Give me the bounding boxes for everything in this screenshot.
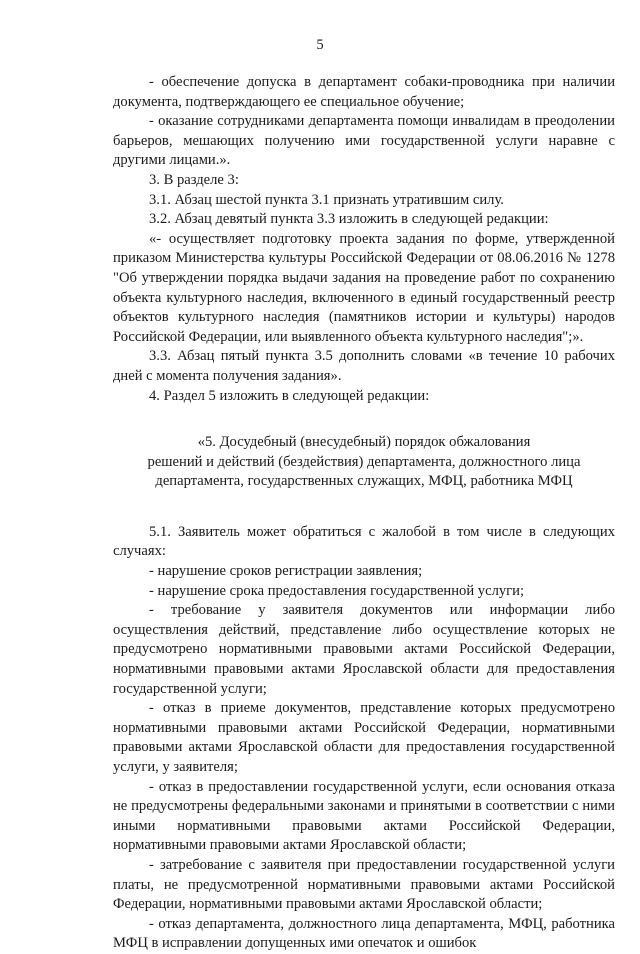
heading-line: «5. Досудебный (внесудебный) порядок обжалования [197, 434, 531, 451]
paragraph: «- осуществляет подготовку проекта задания по форме, утвержденной приказом Министерства культуры Российской Федерации от 08.06.2016 № 1278 "Об утверждении порядка выдачи задания на проведение работ по сохранению объекта культурного наследия, включенного в единый государственный реестр объектов культурного наследия (памятников истории и культуры) народов Российской Федерации, или выявленного объекта культурного наследия";». [113, 230, 615, 345]
paragraph: 3. В разделе 3: [149, 171, 239, 188]
paragraph: 3.1. Абзац шестой пункта 3.1 признать утратившим силу. [149, 191, 504, 208]
list-item: - отказ департамента, должностного лица департамента, МФЦ, работника МФЦ в исправлении допущенных ими опечаток и ошибок [113, 915, 615, 952]
heading-line: решений и действий (бездействия) департамента, должностного лица [147, 453, 581, 470]
heading-line: департамента, государственных служащих, МФЦ, работника МФЦ [155, 473, 573, 490]
paragraph: 3.3. Абзац пятый пункта 3.5 дополнить словами «в течение 10 рабочих дней с момента получения задания». [113, 348, 615, 384]
document-body [113, 73, 615, 954]
list-item: - требование у заявителя документов или информации либо осуществления действий, представление либо осуществление которых не предусмотрено нормативными правовыми актами Российской Федерации, нормативными правовыми актами Ярославской области для предоставления государственной услуги; [113, 602, 615, 697]
list-item: - нарушение срока предоставления государственной услуги; [149, 582, 525, 599]
list-item: - затребование с заявителя при предоставлении государственной услуги платы, не предусмотренной нормативными правовыми актами Российской Федерации, нормативными правовыми актами Ярославской области; [113, 856, 615, 913]
paragraph: - обеспечение допуска в департамент собаки-проводника при наличии документа, подтверждающего ее специальное обучение; [113, 74, 615, 110]
list-item: - нарушение сроков регистрации заявления; [149, 563, 423, 580]
paragraph: - оказание сотрудниками департамента помощи инвалидам в преодолении барьеров, мешающих получению ими государственной услуги наравне с другими лицами.». [113, 113, 615, 169]
list-item: - отказ в приеме документов, представление которых предусмотрено нормативными правовыми актами Российской Федерации, нормативными правовыми актами Ярославской области для предоставления государственной услуги, у заявителя; [113, 700, 615, 775]
list-item: - отказ в предоставлении государственной услуги, если основания отказа не предусмотрены федеральными законами и принятыми в соответствии с ними иными нормативными правовыми актами Российской Федерации, нормативными правовыми актами Ярославской области; [113, 778, 615, 854]
page-number: 5 [316, 37, 324, 53]
paragraph: 3.2. Абзац девятый пункта 3.3 изложить в следующей редакции: [149, 211, 549, 228]
section-heading [113, 433, 615, 492]
paragraph: 4. Раздел 5 изложить в следующей редакции: [149, 387, 430, 404]
paragraph: 5.1. Заявитель может обратиться с жалобой в том числе в следующих случаях: [113, 523, 615, 560]
